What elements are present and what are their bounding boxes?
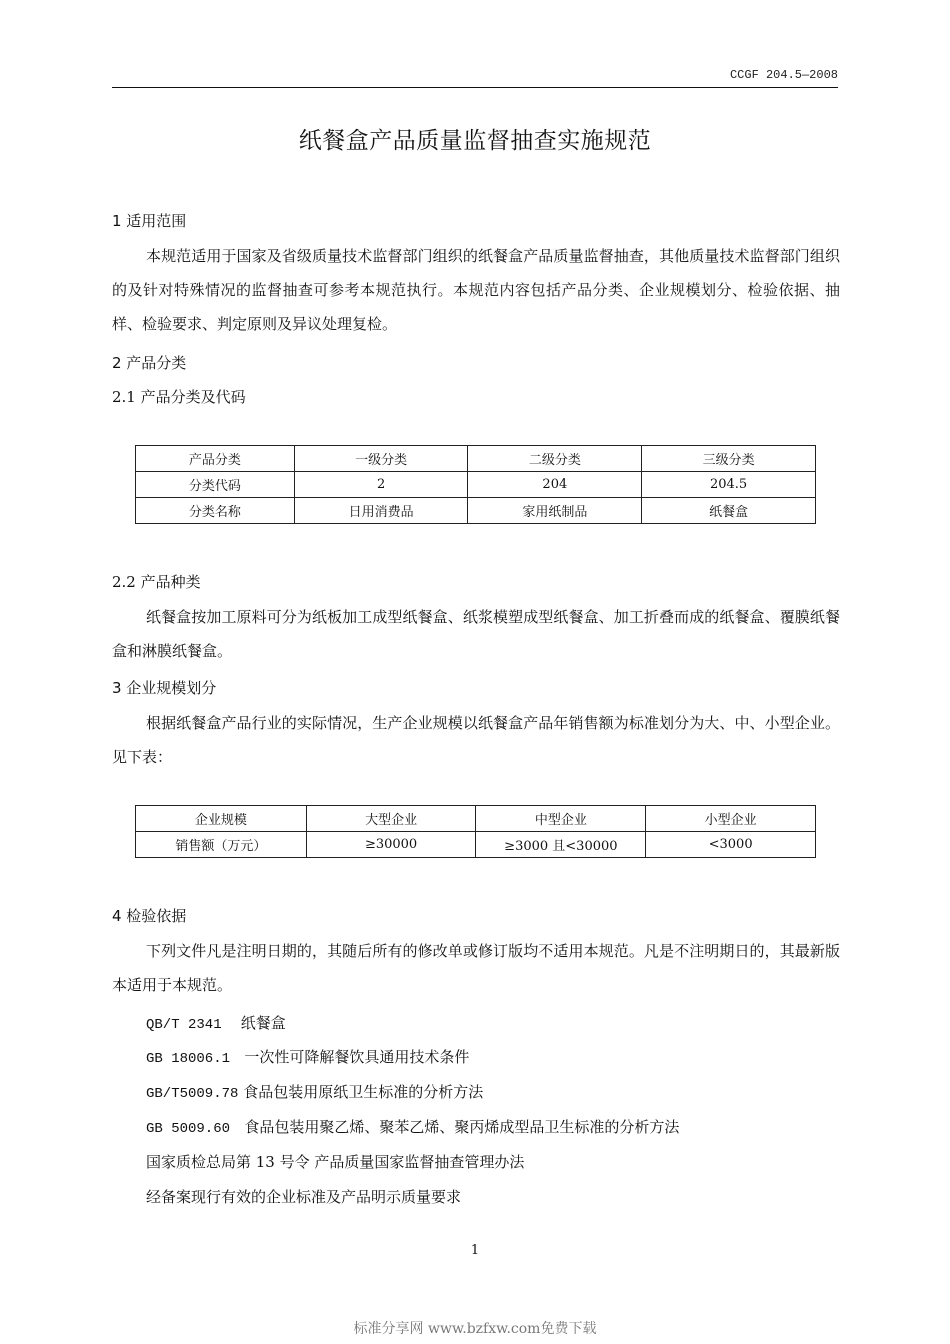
table-cell: 204 [468,472,642,498]
reference-title: 国家质检总局第 13 号令 产品质量国家监督抽查管理办法 [146,1153,525,1171]
table-cell: 产品分类 [136,446,295,472]
section-1-heading: 1 适用范围 [112,212,187,230]
table-cell: 二级分类 [468,446,642,472]
document-title: 纸餐盒产品质量监督抽查实施规范 [298,128,652,154]
table-cell: 分类名称 [136,498,295,524]
reference-item [146,1186,461,1207]
table-row [136,832,816,858]
table-cell: 小型企业 [646,806,816,832]
footer-watermark: 标准分享网 www.bzfxw.com免费下载 [353,1321,597,1337]
section-2-heading: 2 产品分类 [112,354,187,372]
table-row [136,498,816,524]
table-cell: 中型企业 [476,806,646,832]
table-cell: 企业规模 [136,806,307,832]
section-2-2-text: 纸餐盒按加工原料可分为纸板加工成型纸餐盒、纸浆模塑成型纸餐盒、加工折叠而成的纸餐盒、覆膜纸餐盒和淋膜纸餐盒。 [112,608,840,660]
table-cell: 2 [294,472,468,498]
reference-item [146,1046,469,1067]
reference-title: 食品包装用原纸卫生标准的分析方法 [243,1083,484,1101]
classification-table [135,445,816,524]
table-cell: 销售额（万元） [136,832,307,858]
table-cell: ≥30000 [306,832,476,858]
reference-code: QB/T 2341 [146,1017,222,1033]
section-2-1-heading: 2.1 产品分类及代码 [112,388,246,406]
section-1-text: 本规范适用于国家及省级质量技术监督部门组织的纸餐盒产品质量监督抽查，其他质量技术监督部门组织的及针对特殊情况的监督抽查可参考本规范执行。本规范内容包括产品分类、企业规模划分、检验依据、抽样、检验要求、判定原则及异议处理复检。 [112,247,840,333]
section-3-text: 根据纸餐盒产品行业的实际情况，生产企业规模以纸餐盒产品年销售额为标准划分为大、中、小型企业。见下表： [112,714,840,766]
table-row [136,472,816,498]
reference-title: 一次性可降解餐饮具通用技术条件 [244,1048,470,1066]
section-2-2-heading: 2.2 产品种类 [112,573,201,591]
reference-code: GB 5009.60 [146,1121,231,1137]
table-row [136,446,816,472]
reference-code: GB 18006.1 [146,1051,231,1067]
section-3-heading: 3 企业规模划分 [112,679,217,697]
reference-title: 纸餐盒 [240,1014,286,1032]
section-4-text: 下列文件凡是注明日期的，其随后所有的修改单或修订版均不适用本规范。凡是不注明期日的，其最新版本适用于本规范。 [112,942,840,994]
header-rule [112,87,838,88]
reference-title: 食品包装用聚乙烯、聚苯乙烯、聚丙烯成型品卫生标准的分析方法 [244,1118,680,1136]
table-cell: 一级分类 [294,446,468,472]
reference-item [146,1012,286,1033]
table-cell: 分类代码 [136,472,295,498]
reference-item [146,1151,524,1172]
table-cell: <3000 [646,832,816,858]
page-number: 1 [470,1243,480,1258]
table-cell: 纸餐盒 [642,498,816,524]
reference-title: 经备案现行有效的企业标准及产品明示质量要求 [146,1188,462,1206]
table-cell: ≥3000 且<30000 [476,832,646,858]
standard-code: CCGF 204.5—2008 [729,68,838,82]
table-row [136,806,816,832]
table-cell: 大型企业 [306,806,476,832]
reference-item [146,1081,483,1102]
reference-code: GB/T5009.78 [146,1086,239,1102]
table-cell: 家用纸制品 [468,498,642,524]
enterprise-scale-table [135,805,816,858]
reference-item [146,1116,679,1137]
table-cell: 日用消费品 [294,498,468,524]
table-cell: 三级分类 [642,446,816,472]
section-4-heading: 4 检验依据 [112,907,187,925]
table-cell: 204.5 [642,472,816,498]
